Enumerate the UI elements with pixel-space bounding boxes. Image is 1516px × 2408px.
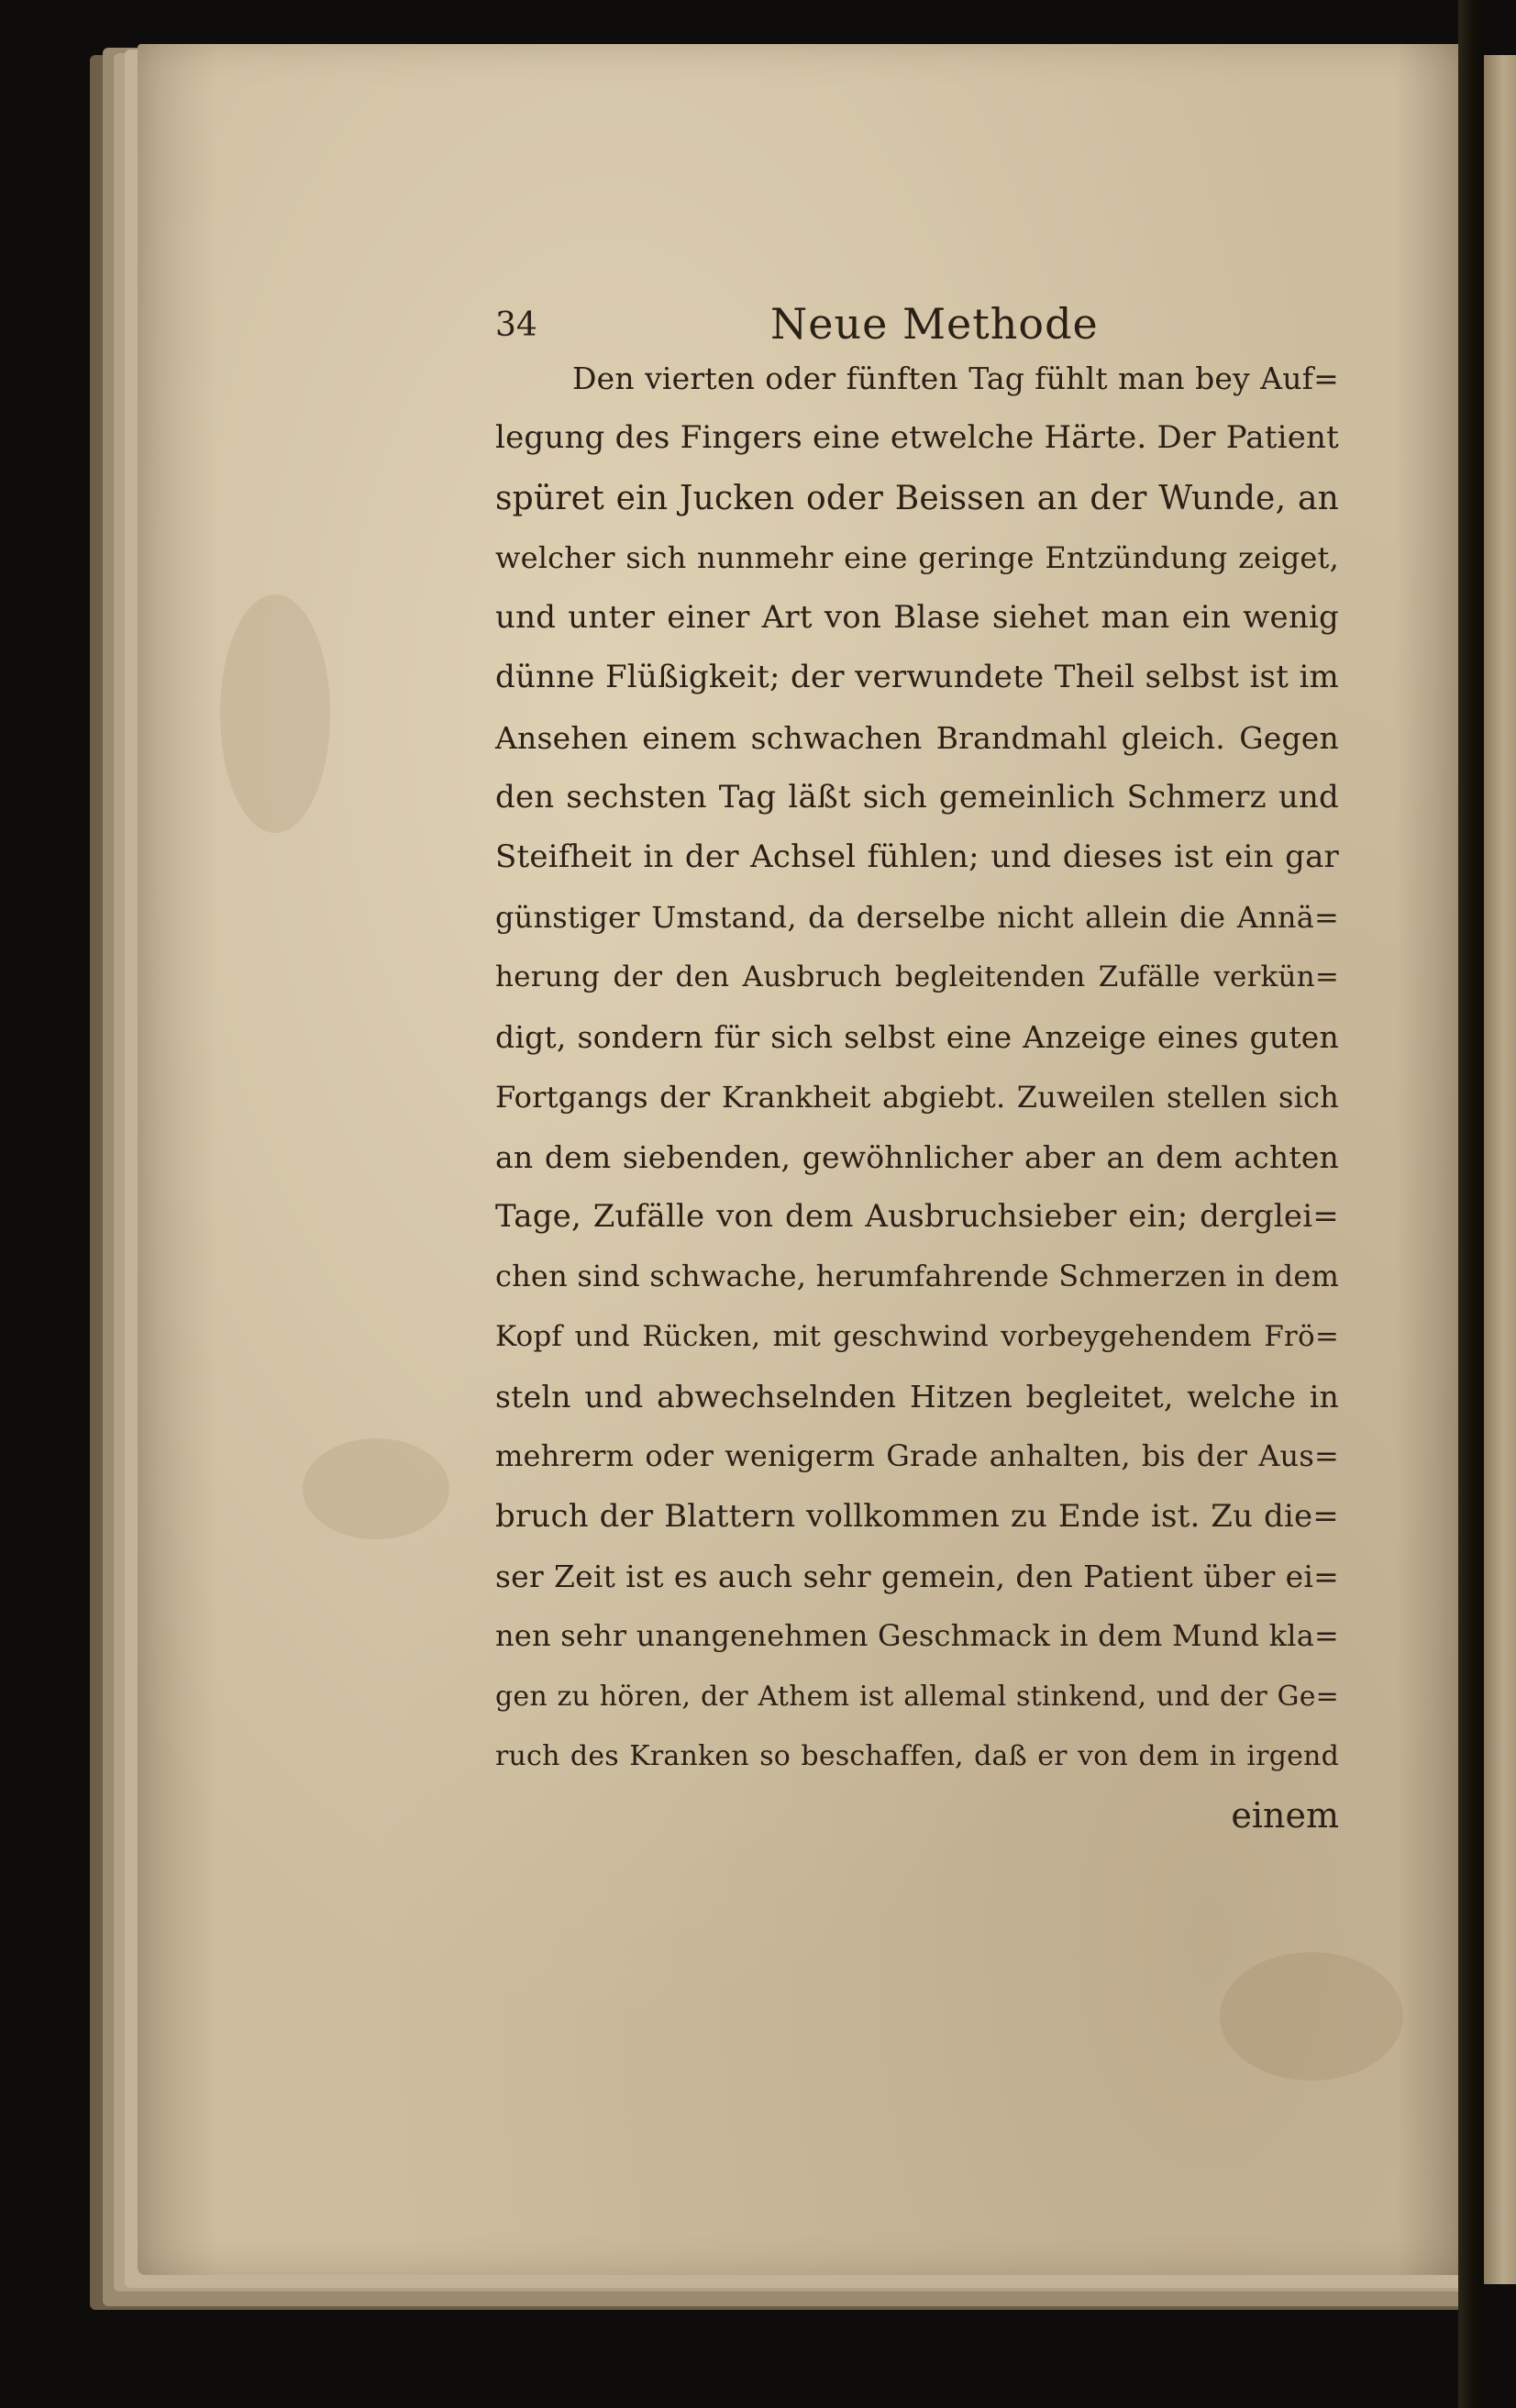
text-line: an dem siebenden, gewöhnlicher aber an dem achten (495, 1138, 1339, 1175)
text-line: bruch der Blattern vollkommen zu Ende ist. Zu die= (495, 1497, 1339, 1535)
text-line: den sechsten Tag läßt sich gemeinlich Schmerz und (495, 779, 1339, 816)
text-line: steln und abwechselnden Hitzen begleitet, welche in (495, 1379, 1339, 1415)
text-line: Ansehen einem schwachen Brandmahl gleich. Gegen (495, 719, 1339, 756)
text-line: herung der den Ausbruch begleitenden Zufälle verkün= (495, 960, 1339, 993)
paper-stain (1220, 1952, 1403, 2081)
text-line: Tage, Zufälle von dem Ausbruchsieber ein; derglei= (495, 1198, 1339, 1236)
catchword: einem (1231, 1795, 1339, 1837)
text-line: chen sind schwache, herumfahrende Schmerzen in dem (495, 1259, 1339, 1294)
text-line: Kopf und Rücken, mit geschwind vorbeygehendem Frö= (495, 1319, 1339, 1353)
text-line: gen zu hören, der Athem ist allemal stinkend, und der Ge= (495, 1680, 1339, 1713)
text-line: Den vierten oder fünften Tag fühlt man bey Auf= (572, 361, 1339, 396)
page-number: 34 (495, 306, 537, 344)
text-line: günstiger Umstand, da derselbe nicht allein die Annä= (495, 899, 1339, 935)
text-line: nen sehr unangenehmen Geschmack in dem Mund kla= (495, 1618, 1339, 1654)
text-line: Fortgangs der Krankheit abgiebt. Zuweilen stellen sich (495, 1079, 1339, 1115)
page-text (495, 275, 1339, 1846)
book-gutter (1458, 0, 1484, 2408)
paper-stain (220, 594, 330, 833)
next-page-edge (1484, 55, 1516, 2284)
text-line: digt, sondern für sich selbst eine Anzeige eines guten (495, 1019, 1339, 1056)
text-line: legung des Fingers eine etwelche Härte. Der Patient (495, 419, 1339, 457)
text-line: welcher sich nunmehr eine geringe Entzündung zeiget, (495, 539, 1339, 575)
text-line: Steifheit in der Achsel fühlen; und dieses ist ein gar (495, 838, 1339, 876)
text-line: ruch des Kranken so beschaffen, daß er von dem in irgend (495, 1739, 1339, 1772)
text-line: und unter einer Art von Blase siehet man ein wenig (495, 599, 1339, 637)
running-head: Neue Methode (770, 299, 1099, 349)
text-line: ser Zeit ist es auch sehr gemein, den Patient über ei= (495, 1558, 1339, 1594)
text-line: mehrerm oder wenigerm Grade anhalten, bis der Aus= (495, 1438, 1339, 1474)
body-text (495, 349, 1339, 1846)
page-header (495, 275, 1339, 349)
paper-stain (303, 1438, 449, 1539)
text-line: spüret ein Jucken oder Beissen an der Wunde, an (495, 479, 1339, 517)
text-line: dünne Flüßigkeit; der verwundete Theil selbst ist im (495, 659, 1339, 696)
